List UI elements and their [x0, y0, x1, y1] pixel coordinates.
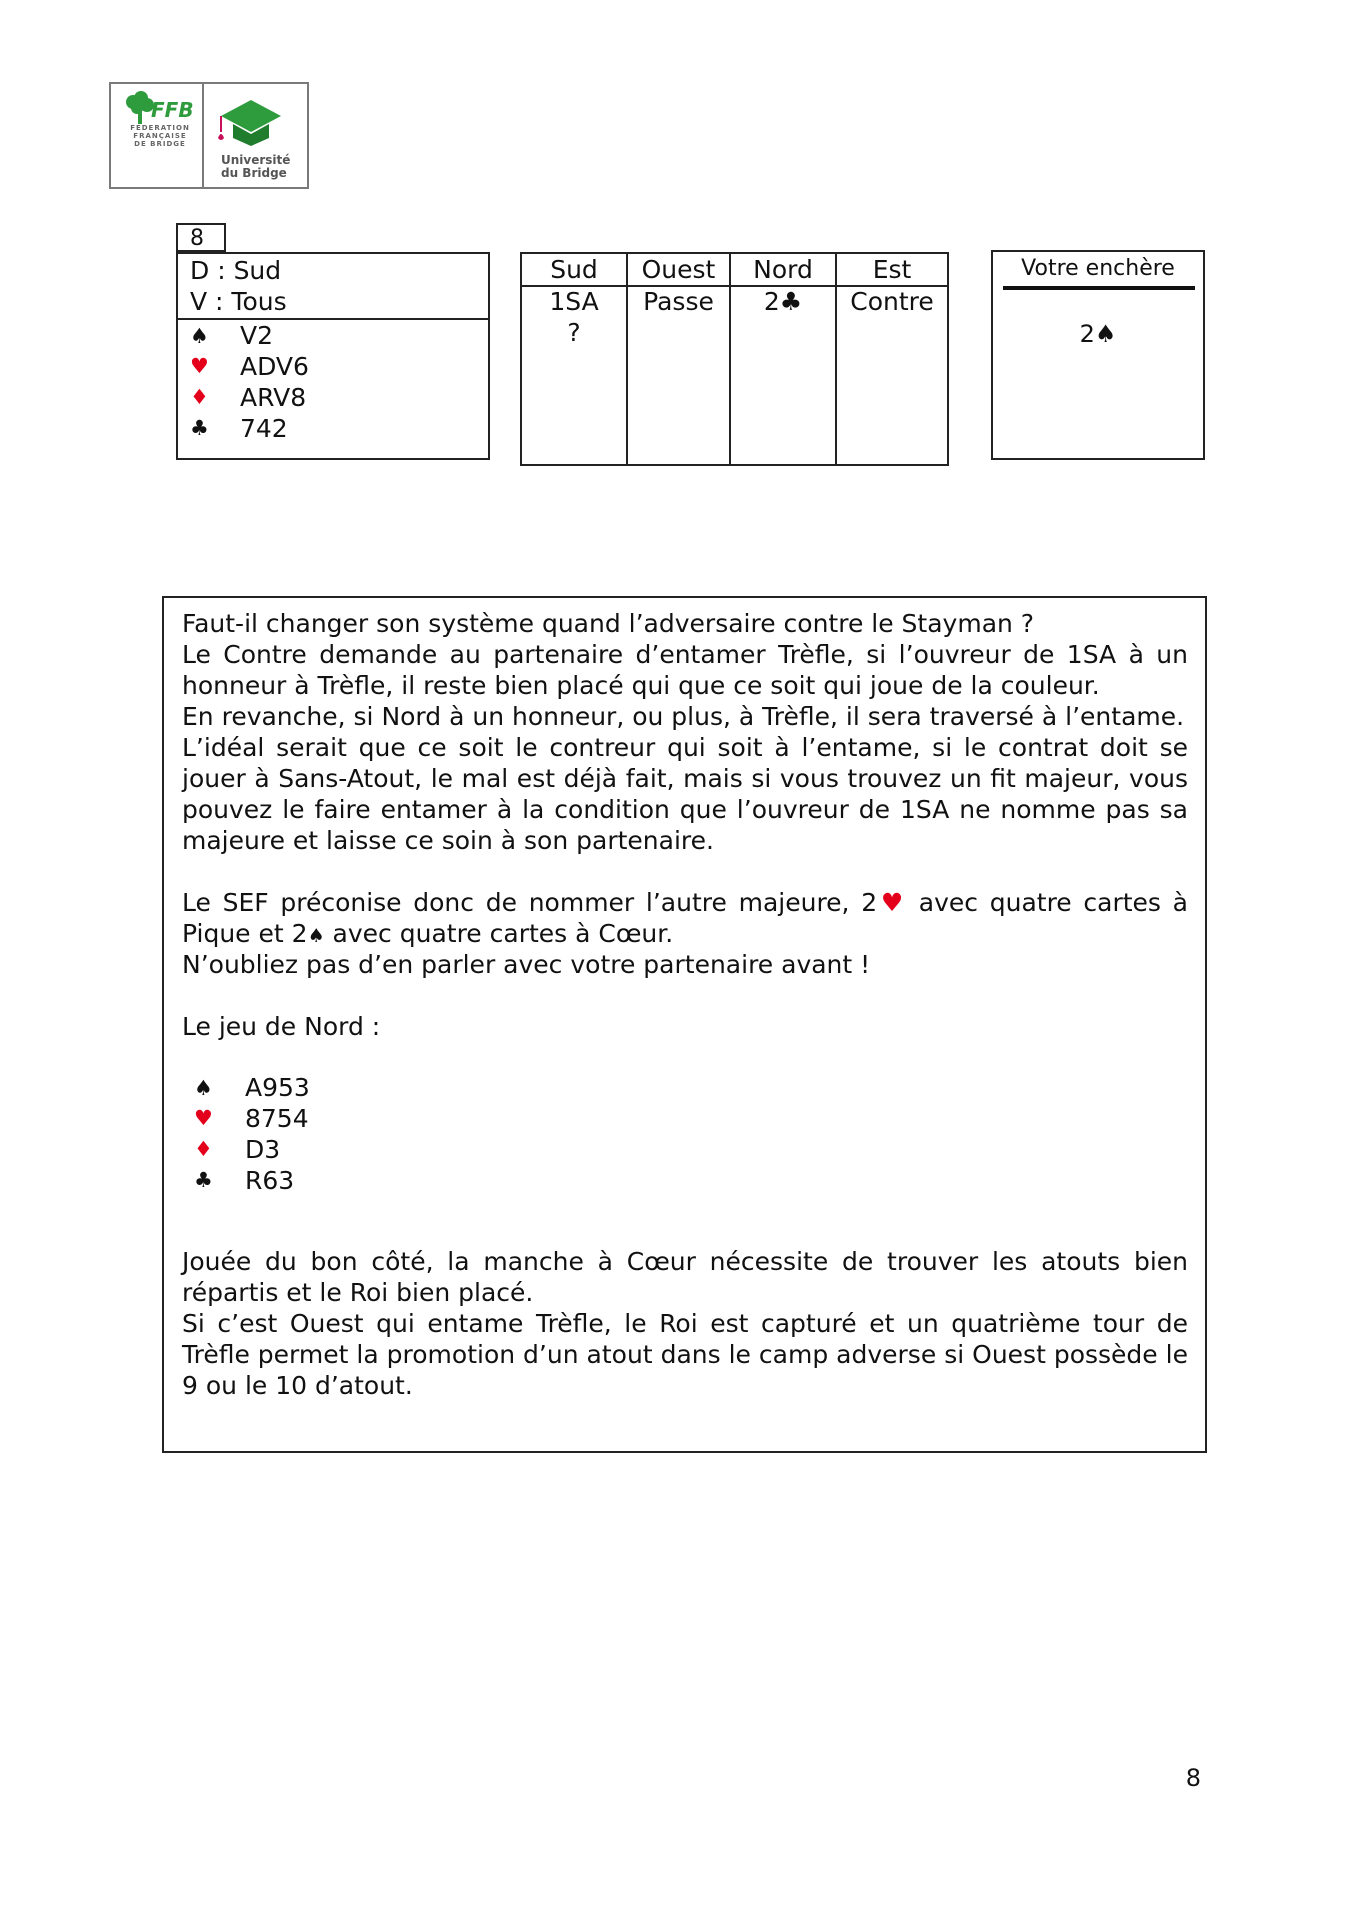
ffb-letters: FFB — [151, 98, 194, 122]
sef-text-c: avec quatre cartes à Cœur. — [324, 919, 674, 948]
diamond-icon: ♦ — [194, 1137, 213, 1161]
spade-icon: ♠ — [190, 324, 209, 348]
universite-line: Université — [221, 153, 291, 167]
your-bid-answer: 2♠ — [1079, 320, 1117, 348]
heart-icon: ♥ — [877, 888, 908, 917]
page-number: 8 — [1185, 1764, 1201, 1792]
comment-paragraph-4: Jouée du bon côté, la manche à Cœur nécessite de trouver les atouts bien répartis et le Roi bien placé. — [182, 1247, 1188, 1307]
comment-paragraph-1: Le Contre demande au partenaire d’entamer Trèfle, si l’ouvreur de 1SA à un honneur à Trèfle, il reste bien placé qui que ce soit qui joue de la couleur. — [182, 640, 1188, 700]
south-spades: V2 — [240, 321, 274, 350]
bid-sud-2: ? — [567, 318, 581, 347]
logo-divider — [202, 84, 204, 187]
bid-header-ouest: Ouest — [641, 255, 716, 284]
federation-line: FEDERATION — [130, 124, 190, 132]
federation-text — [125, 124, 195, 148]
sef-text-a: Le SEF préconise donc de nommer l’autre majeure, 2 — [182, 888, 878, 917]
deal-separator — [178, 318, 488, 320]
federation-line: FRANÇAISE — [133, 132, 187, 140]
comment-sef-paragraph — [182, 887, 1188, 952]
graduation-cap-icon — [209, 94, 305, 150]
heart-icon: ♥ — [194, 1106, 213, 1130]
spade-icon: ♠ — [307, 925, 325, 947]
north-clubs: R63 — [245, 1166, 295, 1195]
bid-ouest-1: Passe — [643, 287, 714, 316]
north-spades: A953 — [245, 1073, 310, 1102]
comment-paragraph-5: Si c’est Ouest qui entame Trèfle, le Roi est capturé et un quatrième tour de Trèfle permet la promotion d’un atout dans le camp adverse si Ouest possède le 9 ou le 10 d’atout. — [182, 1309, 1188, 1400]
north-hearts: 8754 — [245, 1104, 309, 1133]
your-bid-rule — [1003, 286, 1195, 290]
ffb-logo — [109, 82, 309, 189]
bid-header-nord: Nord — [753, 255, 813, 284]
deal-number: 8 — [176, 223, 226, 252]
bidding-table — [520, 252, 949, 466]
vulnerability: V : Tous — [190, 287, 287, 316]
your-bid-title: Votre enchère — [1021, 256, 1175, 281]
bid-nord-1: 2♣ — [763, 287, 803, 316]
bid-header-sud: Sud — [550, 255, 598, 284]
bid-sud-1: 1SA — [549, 287, 599, 316]
club-icon: ♣ — [190, 416, 209, 440]
diamond-icon: ♦ — [190, 385, 209, 409]
your-bid-box — [991, 250, 1205, 460]
dealer: D : Sud — [190, 256, 282, 285]
universite-text — [221, 154, 290, 180]
sef-text-b: avec quatre cartes à Pique et 2 — [182, 888, 1188, 948]
comment-reminder: N’oubliez pas d’en parler avec votre partenaire avant ! — [182, 950, 871, 979]
spade-icon: ♠ — [194, 1076, 213, 1100]
south-clubs: 742 — [240, 414, 288, 443]
heart-icon: ♥ — [190, 354, 209, 378]
north-hand-title: Le jeu de Nord : — [182, 1012, 381, 1041]
south-diamonds: ARV8 — [240, 383, 307, 412]
federation-line: DE BRIDGE — [134, 140, 186, 148]
comment-paragraph-3: L’idéal serait que ce soit le contreur qui soit à l’entame, si le contrat doit se jouer à Sans-Atout, le mal est déjà fait, mais si vous trouvez un fit majeur, vous pouvez le faire entamer à la condition que l’ouvreur de 1SA ne nomme pas sa majeure et laisse ce soin à son partenaire. — [182, 733, 1188, 855]
deal-box — [176, 252, 490, 460]
south-hearts: ADV6 — [240, 352, 309, 381]
comment-question: Faut-il changer son système quand l’adversaire contre le Stayman ? — [182, 609, 1035, 638]
comment-paragraph-2: En revanche, si Nord à un honneur, ou plus, à Trèfle, il sera traversé à l’entame. — [182, 702, 1185, 731]
comment-box — [162, 596, 1207, 1453]
north-diamonds: D3 — [245, 1135, 281, 1164]
bid-est-1: Contre — [850, 287, 934, 316]
club-icon: ♣ — [194, 1168, 213, 1192]
bid-header-est: Est — [872, 255, 912, 284]
universite-line: du Bridge — [221, 166, 287, 180]
